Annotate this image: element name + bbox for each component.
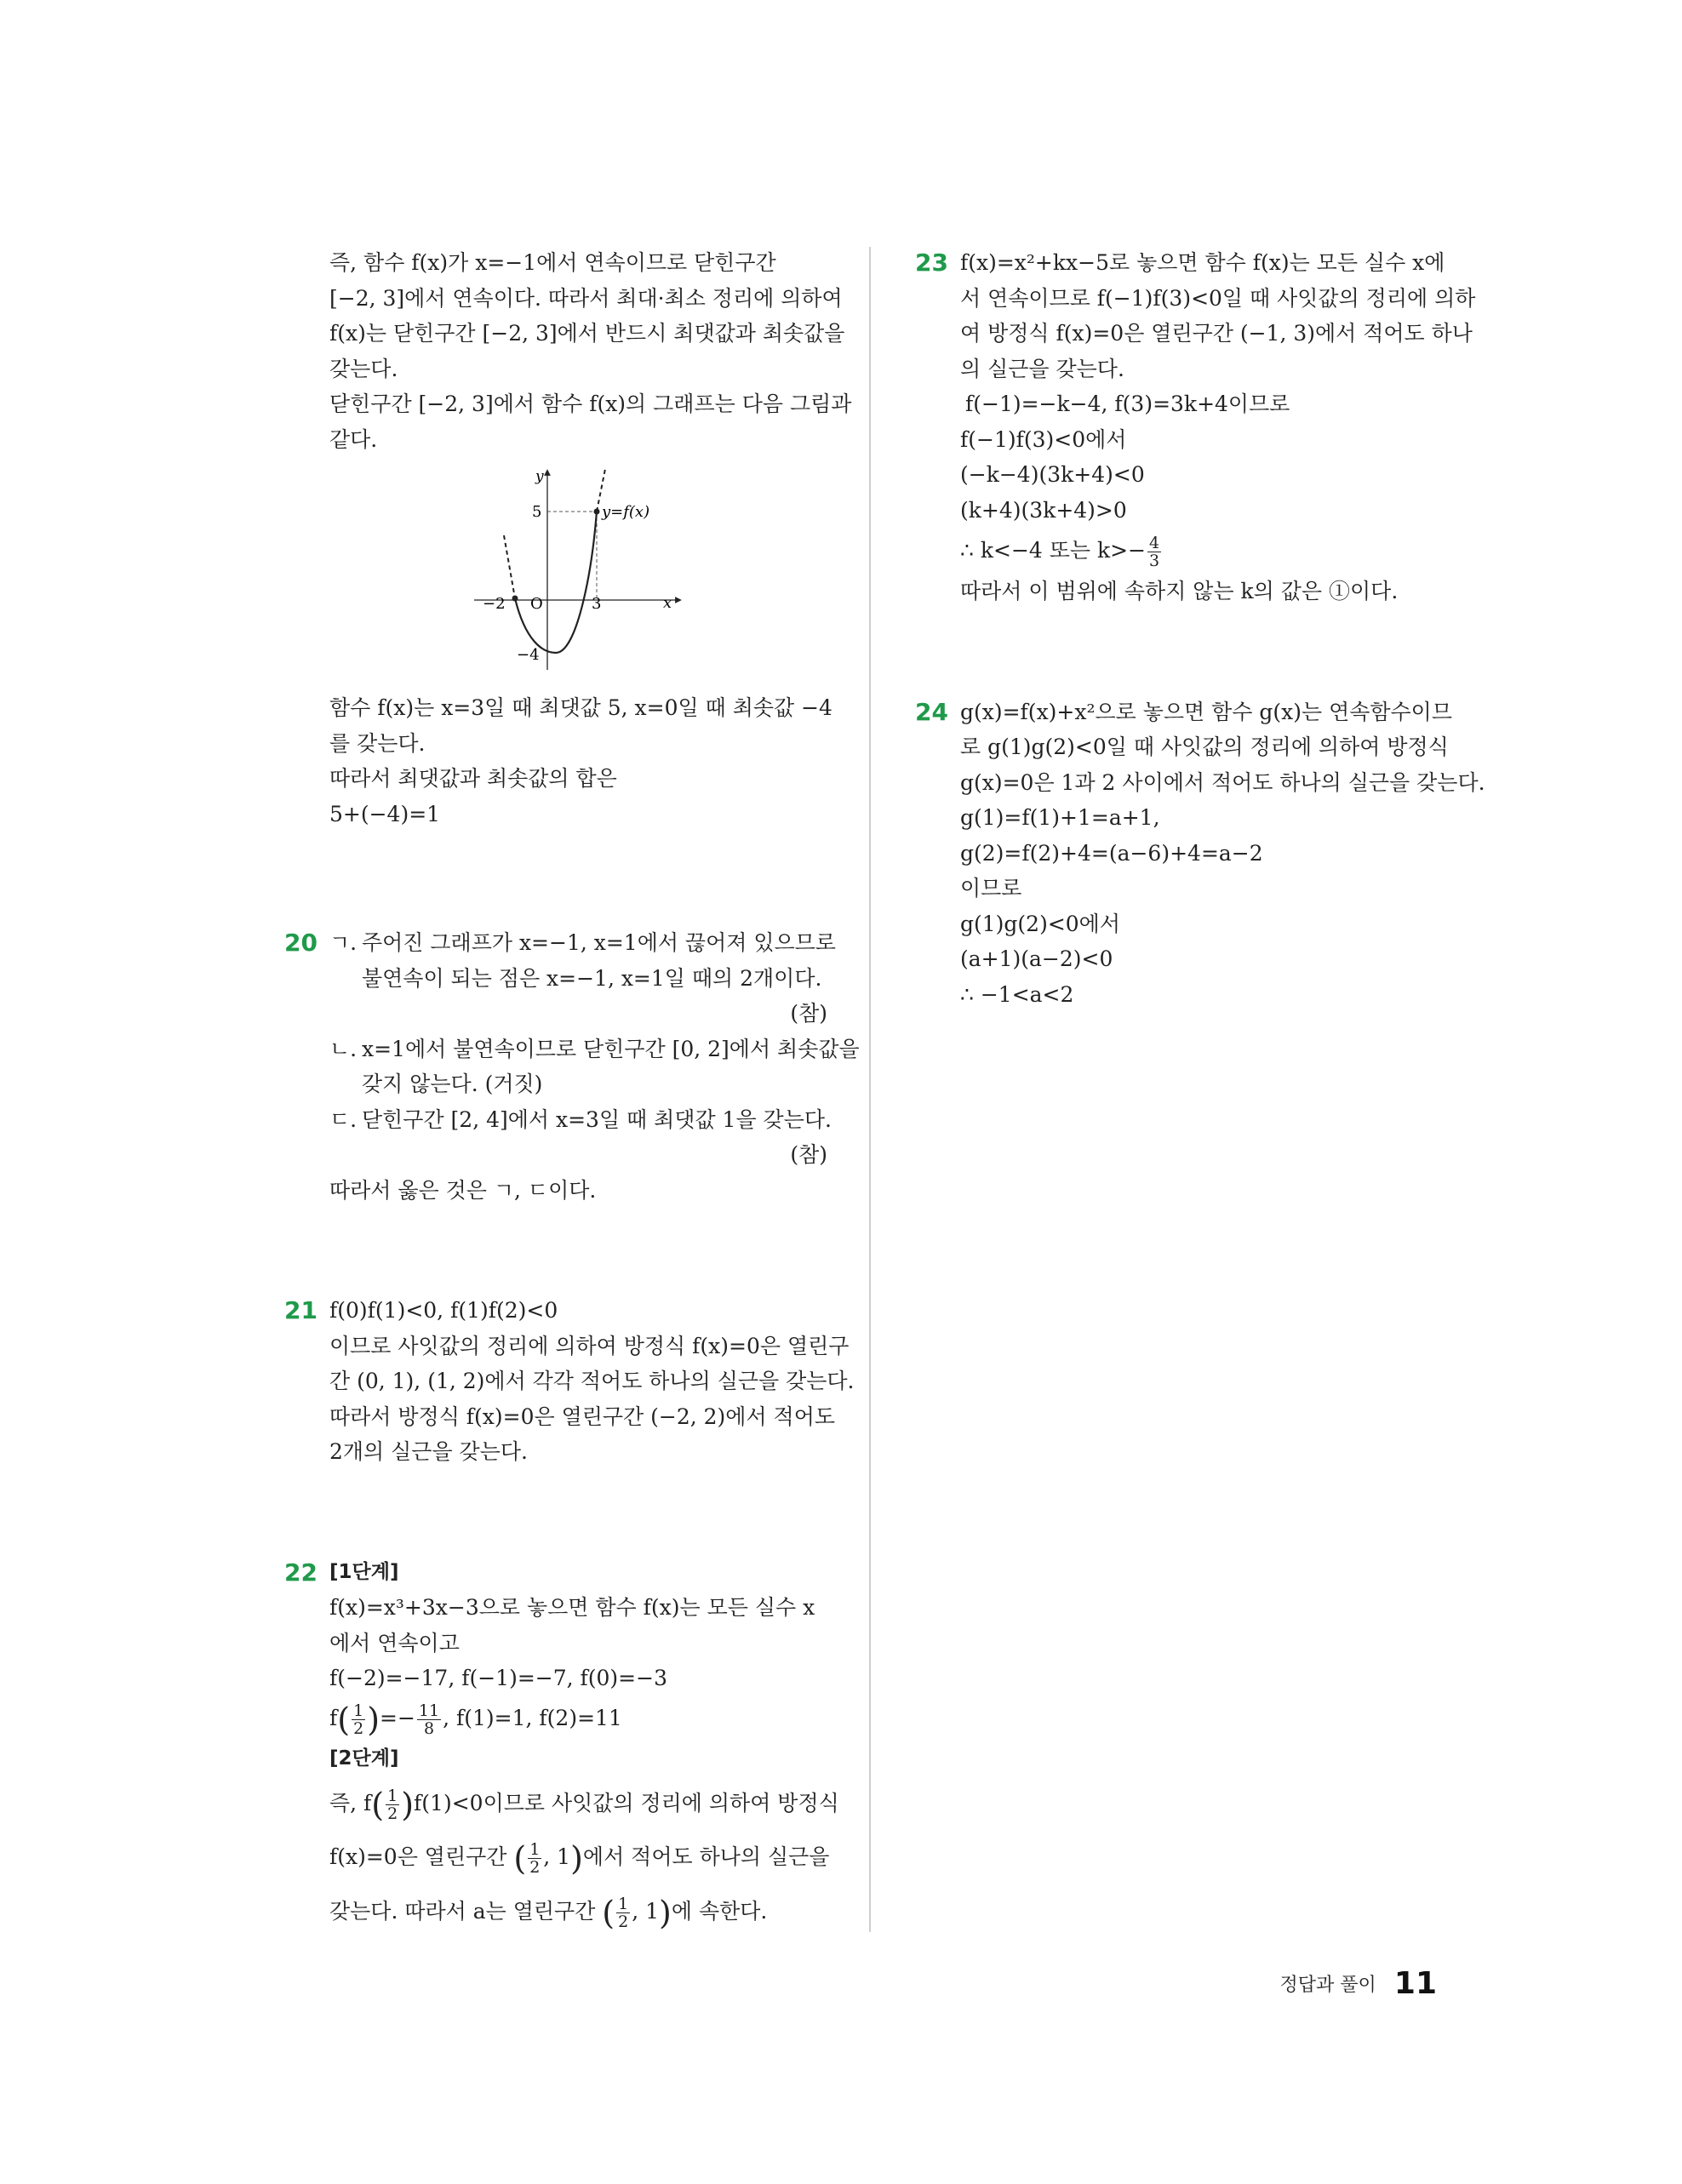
step-label: [2단계] (329, 1747, 399, 1769)
text-line: 서 연속이므로 f(−1)f(3)<0일 때 사잇값의 정리에 의하 (960, 285, 1476, 311)
text-line: (a+1)(a−2)<0 (960, 946, 1113, 971)
problem-23 (915, 245, 1476, 609)
text-line: 즉, 함수 f(x)가 x=−1에서 연속이므로 닫힌구간 (329, 250, 776, 275)
text-line: (−k−4)(3k+4)<0 (960, 462, 1145, 487)
text-line: f(x)=x³+3x−3으로 놓으면 함수 f(x)는 모든 실수 x (329, 1595, 815, 1620)
tick-x-neg: −2 (483, 595, 506, 613)
formula-line: f( $\frac{1}{2}$ )=− $\frac{11}{8}$ , f(1)=1, f(2)=11 (329, 1701, 622, 1738)
text-line: f(−2)=−17, f(−1)=−7, f(0)=−3 (329, 1666, 667, 1690)
text-line: g(1)=f(1)+1=a+1, (960, 805, 1160, 830)
page-footer (1280, 1966, 1437, 2001)
text-line: f(0)f(1)<0, f(1)f(2)<0 (329, 1298, 558, 1323)
conclusion: 따라서 이 범위에 속하지 않는 k의 값은 ①이다. (960, 579, 1399, 603)
text-line: 의 실근을 갖는다. (960, 356, 1124, 381)
text-line: g(x)=f(x)+x²으로 놓으면 함수 g(x)는 연속함수이므 (960, 699, 1452, 724)
page-number: 11 (1393, 1966, 1437, 2001)
choice-item (329, 1102, 832, 1173)
choice-mark: ㄷ. (329, 1106, 358, 1132)
tick-y-bottom: −4 (517, 646, 540, 664)
formula-line: f(x)=0은 열린구간 ( $\frac{1}{2}$ , 1)에서 적어도 하나의 실근을 (329, 1839, 830, 1878)
problem-number: 24 (915, 697, 948, 726)
choice-item (329, 925, 836, 1032)
endpoint-right (594, 509, 600, 515)
formula-line: 즉, f( $\frac{1}{2}$ )f(1)<0이므로 사잇값의 정리에 의하여 방정식 (329, 1786, 839, 1823)
tick-x-pos: 3 (592, 595, 602, 613)
text-line: 5+(−4)=1 (329, 801, 441, 826)
text-line: f(−1)f(3)<0에서 (960, 426, 1127, 452)
text-line: 2개의 실근을 갖는다. (329, 1439, 528, 1464)
endpoint-left (512, 596, 518, 602)
text-line: (k+4)(3k+4)>0 (960, 497, 1127, 523)
text-line: [−2, 3]에서 연속이다. 따라서 최대·최소 정리에 의하여 (329, 285, 843, 311)
text-line: g(x)=0은 1과 2 사이에서 적어도 하나의 실근을 갖는다. (960, 769, 1485, 795)
text-line: 를 갖는다. (329, 730, 426, 756)
text-line: 갖지 않는다. (거짓) (362, 1072, 543, 1096)
fraction: $\frac{1}{2}$ (353, 1701, 364, 1738)
text-line: 로 g(1)g(2)<0일 때 사잇값의 정리에 의하여 방정식 (960, 735, 1449, 759)
origin-label: O (530, 595, 543, 613)
text-line: 이므로 (960, 876, 1022, 900)
text-line: g(2)=f(2)+4=(a−6)+4=a−2 (960, 840, 1263, 866)
text-line: 같다. (329, 426, 378, 452)
left-column (284, 245, 860, 1939)
verdict: (참) (790, 1142, 827, 1167)
text-line: 갖는다. (329, 356, 398, 381)
curve-dashed-left (504, 535, 515, 598)
problem-22 (284, 1555, 839, 1940)
text-line: 닫힌구간 [2, 4]에서 x=3일 때 최댓값 1을 갖는다. (362, 1106, 832, 1132)
problem-20 (284, 925, 860, 1208)
text-line: 함수 f(x)는 x=3일 때 최댓값 5, x=0일 때 최솟값 −4 (329, 695, 832, 720)
problem-21 (284, 1293, 855, 1470)
problem-number: 20 (284, 929, 318, 957)
text-line: 간 (0, 1), (1, 2)에서 각각 적어도 하나의 실근을 갖는다. (329, 1369, 855, 1393)
fraction: $\frac{1}{2}$ (618, 1894, 629, 1931)
p19-continuation (329, 245, 852, 832)
curve-solid (515, 512, 597, 653)
text-line: f(−1)=−k−4, f(3)=3k+4이므로 (965, 392, 1290, 416)
curve-label: y=f(x) (602, 503, 650, 521)
formula-line: 갖는다. 따라서 a는 열린구간 ( $\frac{1}{2}$ , 1)에 속한다. (329, 1894, 768, 1931)
text-line: 에서 연속이고 (329, 1630, 460, 1655)
fraction: $\frac{11}{8}$ (418, 1701, 440, 1738)
text-line: f(x)는 닫힌구간 [−2, 3]에서 반드시 최댓값과 최솟값을 (329, 321, 845, 346)
problem-number: 22 (284, 1558, 318, 1587)
text-line: 닫힌구간 [−2, 3]에서 함수 f(x)의 그래프는 다음 그림과 (329, 392, 852, 416)
text-line: 이므로 사잇값의 정리에 의하여 방정식 f(x)=0은 열린구 (329, 1333, 850, 1358)
text-line: g(1)g(2)<0에서 (960, 911, 1120, 936)
text-line: ∴ −1<a<2 (960, 981, 1074, 1007)
problem-24 (915, 695, 1485, 1013)
choice-mark: ㄱ. (329, 930, 358, 955)
text-line: 따라서 최댓값과 최솟값의 합은 (329, 766, 617, 791)
problem-number: 23 (915, 249, 948, 277)
x-axis-label: x (663, 594, 672, 612)
verdict: (참) (790, 1001, 827, 1026)
fraction: $\frac{4}{3}$ (1149, 534, 1160, 570)
formula-line: ∴ k<−4 또는 k>− $\frac{4}{3}$ (960, 534, 1160, 570)
choice-mark: ㄴ. (329, 1036, 358, 1061)
y-axis-label: y (535, 468, 544, 485)
fraction: $\frac{1}{2}$ (387, 1786, 398, 1823)
right-column (915, 245, 1485, 1012)
text-line: 불연속이 되는 점은 x=−1, x=1일 때의 2개이다. (362, 965, 822, 991)
column-divider (869, 247, 871, 1932)
text-line: 여 방정식 f(x)=0은 열린구간 (−1, 3)에서 적어도 하나 (960, 321, 1473, 346)
text-line: 따라서 방정식 f(x)=0은 열린구간 (−2, 2)에서 적어도 (329, 1404, 836, 1429)
choice-item (329, 1032, 860, 1102)
footer-title: 정답과 풀이 (1279, 1975, 1376, 1996)
text-line: f(x)=x²+kx−5로 놓으면 함수 f(x)는 모든 실수 x에 (960, 250, 1445, 275)
step-label: [1단계] (329, 1560, 399, 1583)
text-line: 주어진 그래프가 x=−1, x=1에서 끊어져 있으므로 (362, 930, 836, 955)
fraction: $\frac{1}{2}$ (529, 1840, 541, 1877)
text-line: x=1에서 불연속이므로 닫힌구간 [0, 2]에서 최솟값을 (362, 1036, 860, 1061)
conclusion: 따라서 옳은 것은 ㄱ, ㄷ이다. (329, 1177, 597, 1203)
function-graph (474, 466, 687, 678)
tick-y-top: 5 (532, 503, 542, 521)
problem-number: 21 (284, 1296, 318, 1324)
